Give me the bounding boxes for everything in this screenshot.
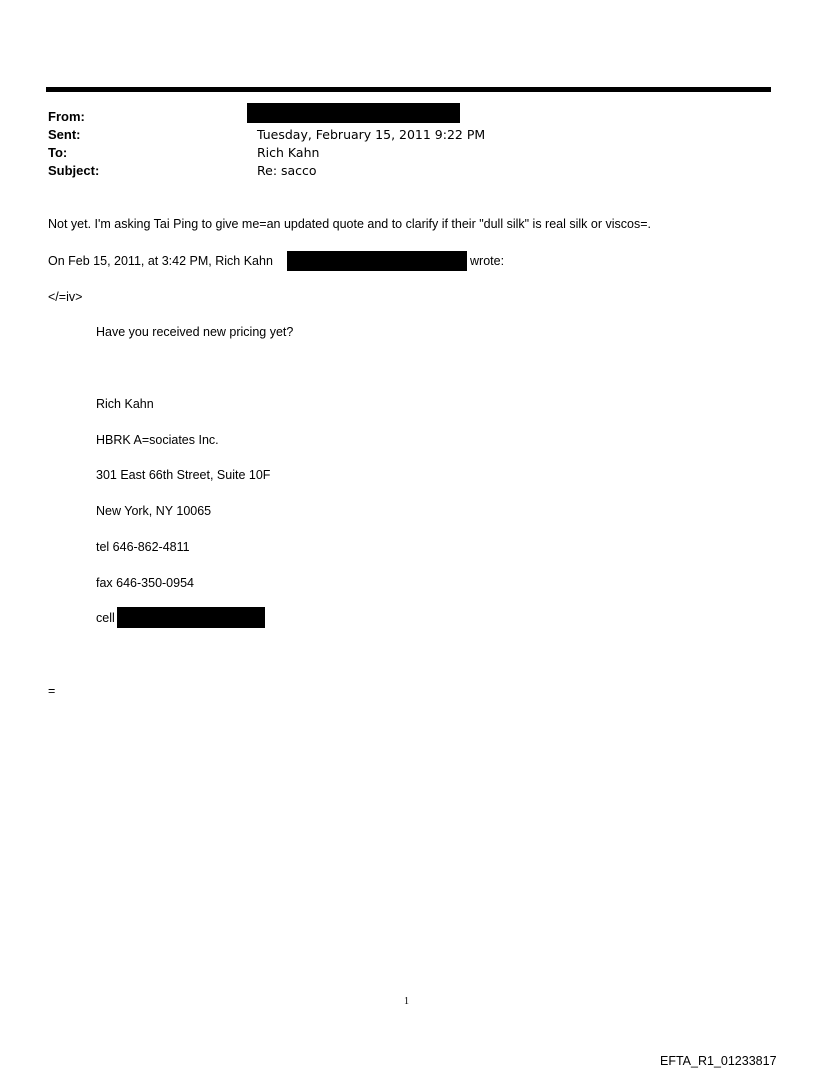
email-redaction: [287, 251, 467, 271]
page-number: 1: [404, 996, 409, 1007]
signature-fax: fax 646-350-0954: [96, 576, 194, 590]
cell-redaction: [117, 607, 265, 628]
signature-name: Rich Kahn: [96, 397, 154, 411]
signature-address-line2: New York, NY 10065: [96, 504, 212, 518]
signature-company: HBRK A=sociates Inc.: [96, 433, 219, 447]
from-label: From:: [48, 109, 85, 124]
signature-address-line1: 301 East 66th Street, Suite 10F: [96, 468, 271, 482]
signature-tel: tel 646-862-4811: [96, 540, 190, 554]
subject-value: Re: sacco: [257, 163, 317, 178]
quote-intro-prefix: On Feb 15, 2011, at 3:42 PM, Rich Kahn: [48, 254, 273, 268]
quoted-text: Have you received new pricing yet?: [96, 325, 294, 339]
from-redaction: [247, 103, 460, 123]
sent-value: Tuesday, February 15, 2011 9:22 PM: [257, 127, 486, 142]
artifact-line: </=iv>: [48, 290, 83, 304]
header-rule: [46, 87, 771, 92]
document-id: EFTA_R1_01233817: [660, 1054, 777, 1068]
signature-cell-label: cell: [96, 611, 115, 625]
to-label: To:: [48, 145, 68, 160]
to-value: Rich Kahn: [257, 145, 320, 160]
subject-label: Subject:: [48, 163, 100, 178]
trailing-equals: =: [48, 684, 56, 698]
sent-label: Sent:: [48, 127, 81, 142]
quote-intro-suffix: wrote:: [470, 254, 505, 268]
reply-text: Not yet. I'm asking Tai Ping to give me=an updated quote and to clarify if their "dull silk" is real silk or viscos=.: [48, 217, 651, 231]
